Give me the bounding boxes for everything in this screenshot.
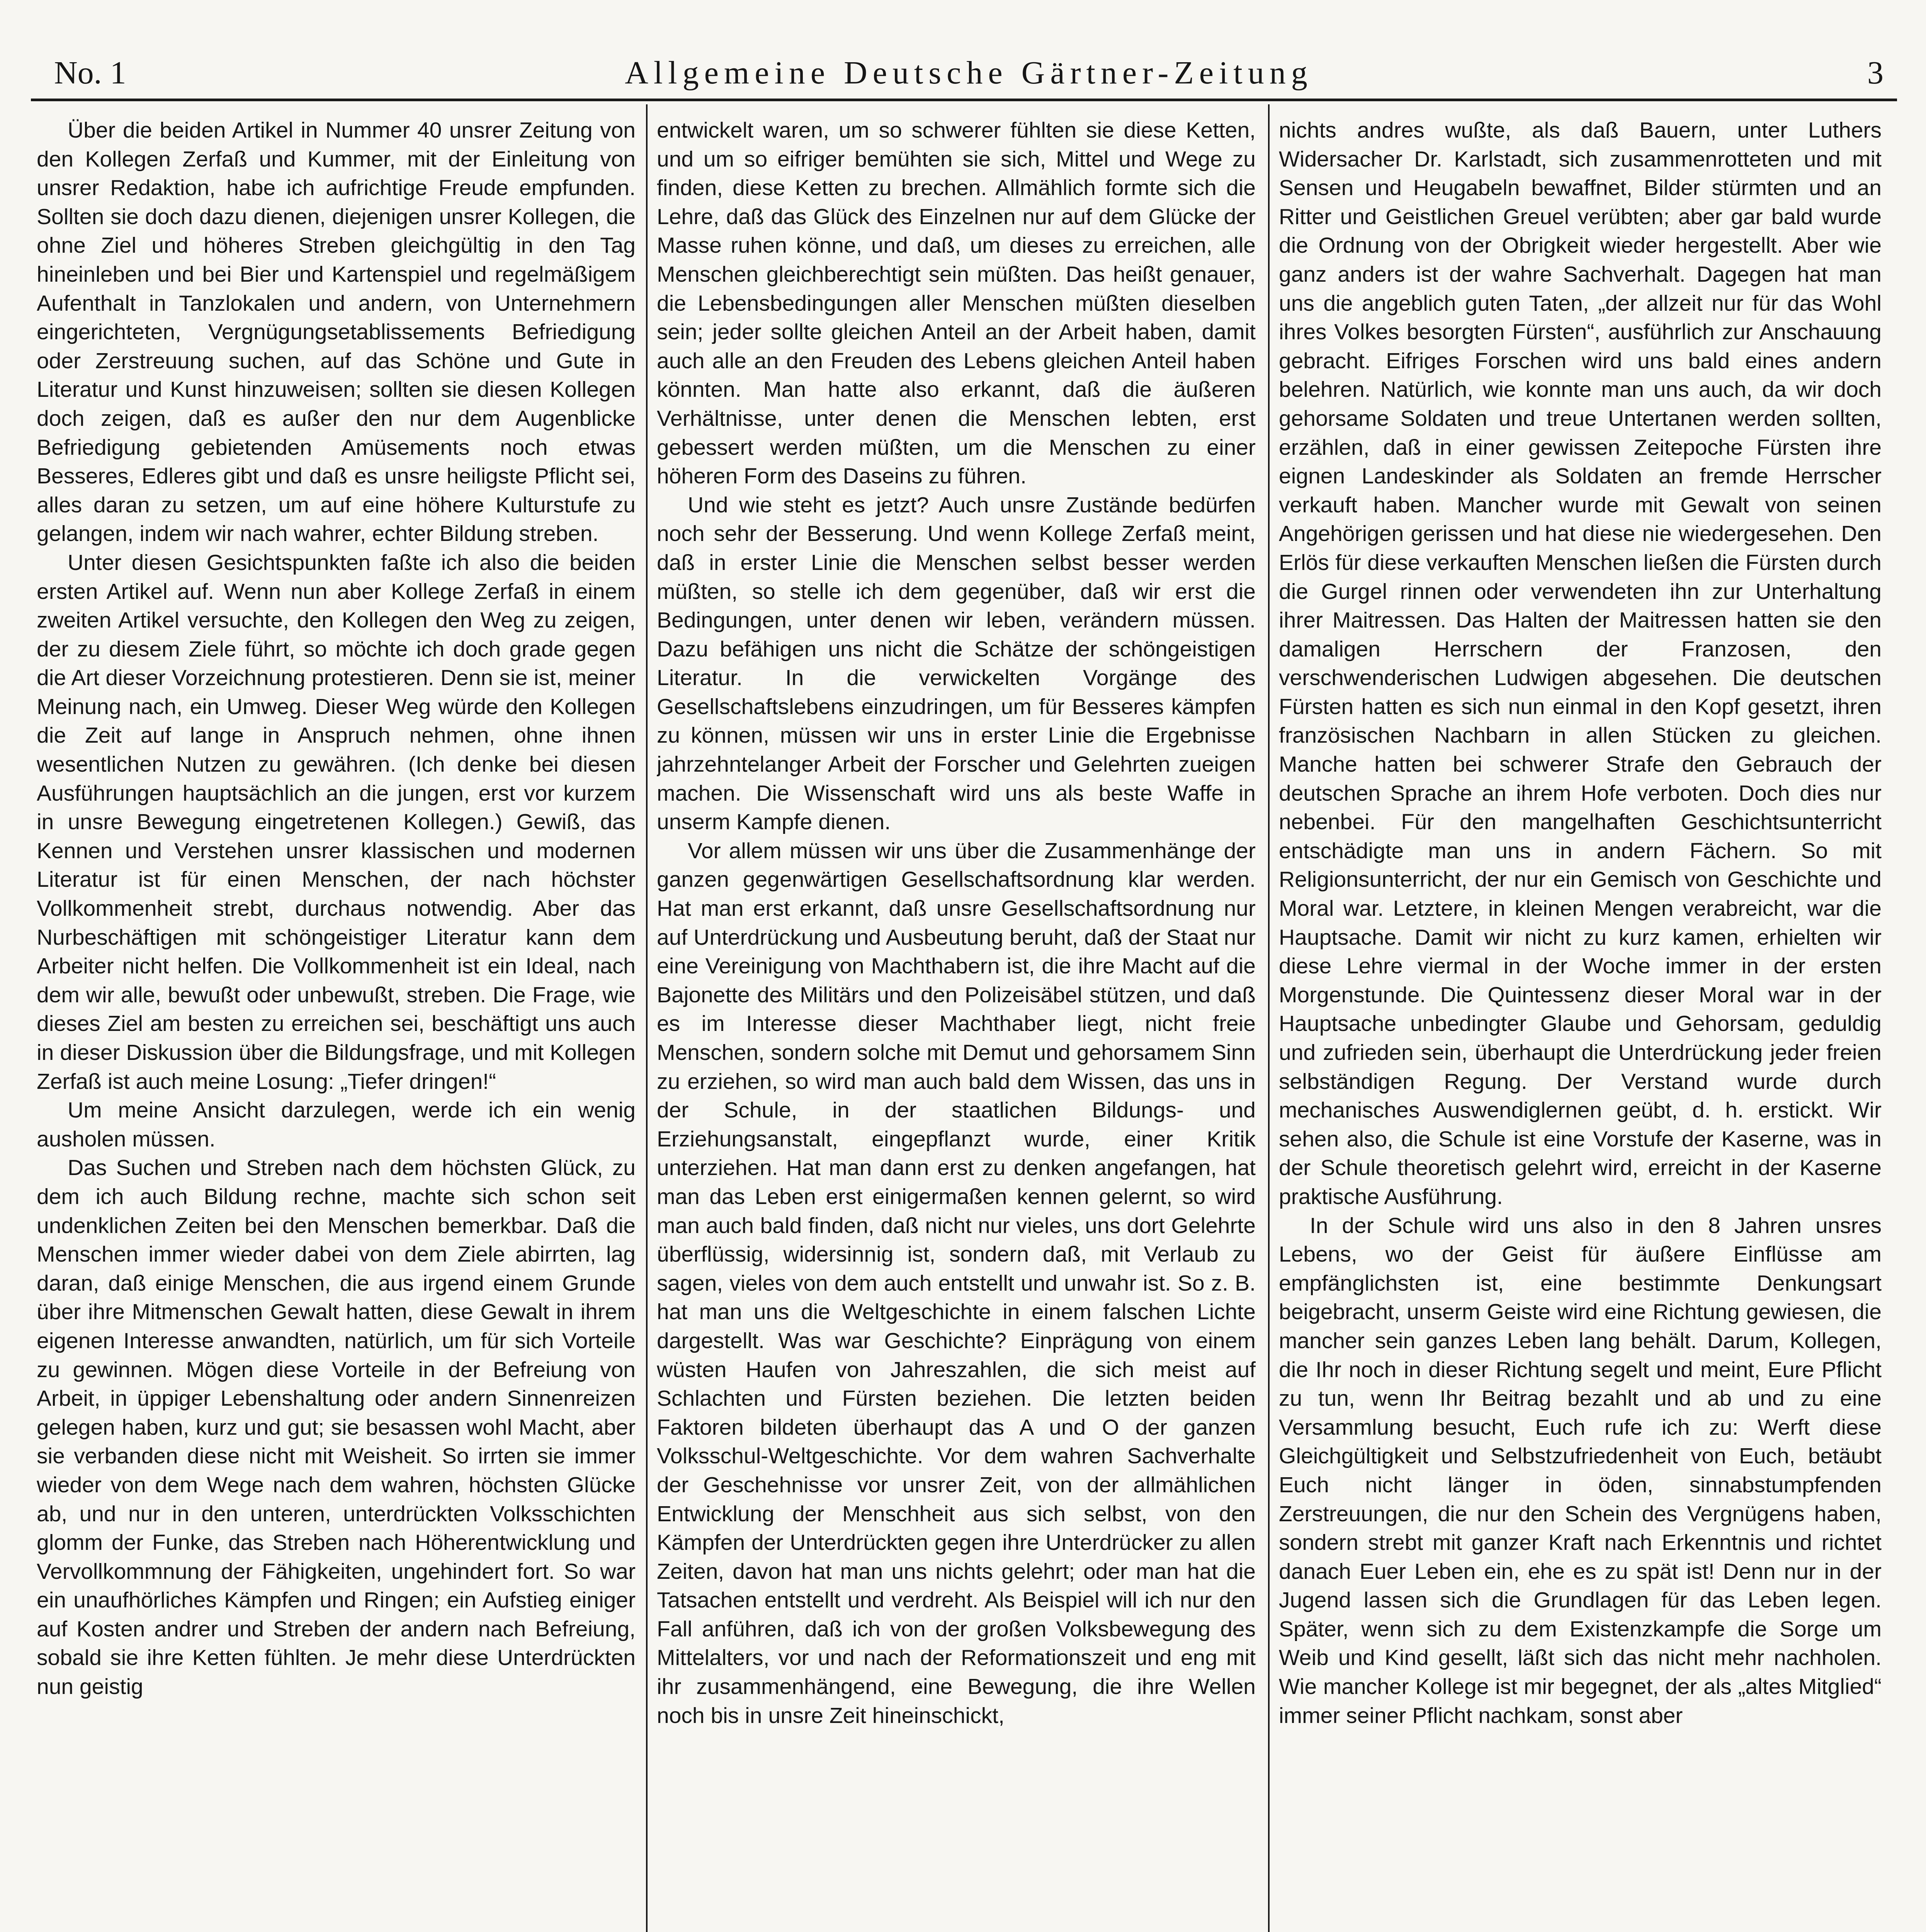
paragraph: In der Schule wird uns also in den 8 Jahren unsres Lebens, wo der Geist für äußere Einflüsse am empfänglichsten ist, eine bestimmte Denkungsart beigebracht, unserm Geiste wird eine Richtung gewiesen, die mancher sein ganzes Leben lang behält. Darum, Kollegen, die Ihr noch in dieser Richtung segelt und meint, Eure Pflicht zu tun, wenn Ihr Beitrag bezahlt und ab und zu eine Versammlung besucht, Euch rufe ich zu: Werft diese Gleichgültigkeit und Selbstzufriedenheit von Euch, betäubt Euch nicht länger in öden, sinnabstumpfenden Zerstreuungen, die nur den Schein des Vergnügens haben, sondern strebt mit ganzer Kraft nach Erkenntnis und richtet danach Euer Leben ein, ehe es zu spät ist! Denn nur in der Jugend lassen sich die Grundlagen für das Leben legen. Später, wenn sich zu dem Existenzkampfe die Sorge um Weib und Kind gesellt, läßt sich das nicht mehr nachholen. Wie mancher Kollege ist mir begegnet, der als „altes Mitglied“ immer seiner Pflicht nachkam, sonst aber bbox=[1279, 1213, 1882, 1728]
article-column-2 bbox=[657, 116, 1256, 1932]
paragraph: nichts andres wußte, als daß Bauern, unter Luthers Widersacher Dr. Karlstadt, sich zusammenrotteten und mit Sensen und Heugabeln bewaffnet, Bilder stürmten und an Ritter und Geistlichen Greuel verübten; aber gar bald wurde die Ordnung von der Obrigkeit wieder hergestellt. Aber wie ganz anders ist der wahre Sachverhalt. Dagegen hat man uns die angeblich guten Taten, „der allzeit nur für das Wohl ihres Volkes besorgten Fürsten“, ausführlich zur Anschauung gebracht. Eifriges Forschen wird uns bald eines andern belehren. Natürlich, wie konnte man uns auch, da wir doch gehorsame Soldaten und treue Untertanen werden sollten, erzählen, daß in einer gewissen Zeitepoche Fürsten ihre eignen Landeskinder als Soldaten an fremde Herrscher verkauft haben. Mancher wurde mit Gewalt von seinen Angehörigen gerissen und hat diese nie wiedergesehen. Den Erlös für diese verkauften Menschen ließen die Fürsten durch die Gurgel rinnen oder verwendeten ihn zur Unterhaltung ihrer Maitressen. Das Halten der Maitressen hatten sie den damaligen Herrschern der Franzosen, den verschwenderischen Ludwigen abgesehen. Die deutschen Fürsten hatten es sich nun einmal in den Kopf gesetzt, ihren französischen Nachbarn in allen Stücken zu gleichen. Manche hatten bei schwerer Strafe den Gebrauch der deutschen Sprache an ihrem Hofe verboten. Doch dies nur nebenbei. Für den mangelhaften Geschichtsunterricht entschädigte man uns in andern Fächern. So mit Religionsunterricht, der nur ein Gemisch von Geschichte und Moral war. Letztere, in kleinen Mengen verabreicht, war die Hauptsache. Damit wir nicht zu kurz kamen, erhielten wir diese Lehre viermal in der Woche immer in der ersten Morgenstunde. Die Quintessenz dieser Moral war in der Hauptsache unbedingter Glaube und Gehorsam, geduldig und zufrieden sein, überhaupt die Unterdrückung jeder freien selbständigen Regung. Der Verstand wurde durch mechanisches Auswendiglernen geübt, d. h. erstickt. Wir sehen also, die Schule ist eine Vorstufe der Kaserne, was in der Schule theoretisch gelehrt wird, erreicht in der Kaserne praktische Ausführung. bbox=[1279, 118, 1882, 1209]
paragraph: Vor allem müssen wir uns über die Zusammenhänge der ganzen gegenwärtigen Gesellschaftsordnung klar werden. Hat man erst erkannt, daß unsre Gesellschaftsordnung nur auf Unterdrückung und Ausbeutung beruht, daß der Staat nur eine Vereinigung von Machthabern ist, die ihre Macht auf die Bajonette des Militärs und den Polizeisäbel stützen, und daß es im Interesse dieser Machthaber liegt, nicht freie Menschen, sondern solche mit Demut und gehorsamem Sinn zu erziehen, so wird man auch bald dem Wissen, das uns in der Schule, in der staatlichen Bildungs- und Erziehungsanstalt, eingepflanzt wurde, einer Kritik unterziehen. Hat man dann erst zu denken angefangen, hat man das Leben erst einigermaßen kennen gelernt, so wird man auch bald finden, daß nicht nur vieles, uns dort Gelehrte überflüssig, widersinnig ist, sondern daß, mit Verlaub zu sagen, vieles von dem auch entstellt und unwahr ist. So z. B. hat man uns die Weltgeschichte in einem falschen Lichte dargestellt. Was war Geschichte? Einprägung von einem wüsten Haufen von Jahreszahlen, die sich meist auf Schlachten und Fürsten beziehen. Die letzten beiden Faktoren bildeten überhaupt das A und O der ganzen Volksschul-Weltgeschichte. Vor dem wahren Sachverhalte der Geschehnisse vor unsrer Zeit, von der allmählichen Entwicklung der Menschheit aus sich selbst, von den Kämpfen der Unterdrückten gegen ihre Unterdrücker zu allen Zeiten, davon hat man uns nichts gelehrt; oder man hat die Tatsachen entstellt und verdreht. Als Beispiel will ich nur den Fall anführen, daß ich von der großen Volksbewegung des Mittelalters, vor und nach der Reformationszeit und eng mit ihr zusammenhängend, eine Bewegung, die ihre Wellen noch bis in unsre Zeit hineinschickt, bbox=[657, 838, 1256, 1728]
article-column-3 bbox=[1279, 116, 1882, 1932]
column-divider bbox=[646, 104, 648, 1932]
page-header bbox=[54, 39, 1884, 104]
paragraph: Um meine Ansicht darzulegen, werde ich ein wenig ausholen müssen. bbox=[37, 1098, 636, 1151]
header-rule bbox=[31, 99, 1897, 101]
paragraph: Und wie steht es jetzt? Auch unsre Zustände bedürfen noch sehr der Besserung. Und wenn Kollege Zerfaß meint, daß in erster Linie die Menschen selbst besser werden müßten, so stelle ich dem gegenüber, daß wir erst die Bedingungen, unter denen wir leben, verändern müssen. Dazu befähigen uns nicht die Schätze der schöngeistigen Literatur. In die verwickelten Vorgänge des Gesellschaftslebens einzudringen, um für Besseres kämpfen zu können, müssen wir uns in erster Linie die Ergebnisse jahrzehntelanger Arbeit der Forscher und Gelehrten zueigen machen. Die Wissenschaft wird uns als beste Waffe in unserm Kampfe dienen. bbox=[657, 492, 1256, 835]
newspaper-title: Allgemeine Deutsche Gärtner-Zeitung bbox=[625, 55, 1313, 91]
issue-number: No. 1 bbox=[54, 55, 126, 91]
page-number: 3 bbox=[1867, 55, 1884, 91]
article-column-1 bbox=[37, 116, 636, 1932]
paragraph: Unter diesen Gesichtspunkten faßte ich also die beiden ersten Artikel auf. Wenn nun aber Kollege Zerfaß in einem zweiten Artikel versuchte, den Kollegen den Weg zu zeigen, der zu diesem Ziele führt, so möchte ich doch grade gegen die Art dieser Vorzeichnung protestieren. Denn sie ist, meiner Meinung nach, ein Umweg. Dieser Weg würde den Kollegen die Zeit auf lange in Anspruch nehmen, ohne ihnen wesentlichen Nutzen zu gewähren. (Ich denke bei diesen Ausführungen hauptsächlich an die jungen, erst vor kurzem in unsre Bewegung eingetretenen Kollegen.) Gewiß, das Kennen und Verstehen unsrer klassischen und modernen Literatur ist für einen Menschen, der nach höchster Vollkommenheit strebt, durchaus notwendig. Aber das Nurbeschäftigen mit schöngeistiger Literatur kann dem Arbeiter nicht helfen. Die Vollkommenheit ist ein Ideal, nach dem wir alle, bewußt oder unbewußt, streben. Die Frage, wie dieses Ziel am besten zu erreichen sei, beschäftigt uns auch in dieser Diskussion über die Bildungsfrage, und mit Kollegen Zerfaß ist auch meine Losung: „Tiefer dringen!“ bbox=[37, 550, 636, 1094]
paragraph: Über die beiden Artikel in Nummer 40 unsrer Zeitung von den Kollegen Zerfaß und Kummer, mit der Einleitung von unsrer Redaktion, habe ich aufrichtige Freude empfunden. Sollten sie doch dazu dienen, diejenigen unsrer Kollegen, die ohne Ziel und höheres Streben gleichgültig in den Tag hineinleben und bei Bier und Kartenspiel und regelmäßigem Aufenthalt in Tanzlokalen und andern, von Unternehmern eingerichteten, Vergnügungsetablissements Befriedigung oder Zerstreuung suchen, auf das Schöne und Gute in Literatur und Kunst hinzuweisen; sollten sie diesen Kollegen doch zeigen, daß es außer den nur dem Augenblicke Befriedigung gebietenden Amüsements noch etwas Besseres, Edleres gibt und daß es unsre heiligste Pflicht sei, alles daran zu setzen, um auf eine höhere Kulturstufe zu gelangen, indem wir nach wahrer, echter Bildung streben. bbox=[37, 118, 636, 546]
column-divider bbox=[1268, 104, 1270, 1932]
paragraph: Das Suchen und Streben nach dem höchsten Glück, zu dem ich auch Bildung rechne, machte sich schon seit undenklichen Zeiten bei den Menschen bemerkbar. Daß die Menschen immer wieder dabei von dem Ziele abirrten, lag daran, daß einige Menschen, die aus irgend einem Grunde über ihre Mitmenschen Gewalt hatten, diese Gewalt in ihrem eigenen Interesse anwandten, natürlich, um für sich Vorteile zu gewinnen. Mögen diese Vorteile in der Befreiung von Arbeit, in üppiger Lebenshaltung oder andern Sinnenreizen gelegen haben, kurz und gut; sie besassen wohl Macht, aber sie verbanden diese nicht mit Weisheit. So irrten sie immer wieder von dem Wege nach dem wahren, höchsten Glücke ab, und nur in den unteren, unterdrückten Volksschichten glomm der Funke, das Streben nach Höherentwicklung und Vervollkommnung der Fähigkeiten, ungehindert fort. So war ein unaufhörliches Kämpfen und Ringen; ein Aufstieg einiger auf Kosten andrer und Streben der andern nach Befreiung, sobald sie ihre Ketten fühlten. Je mehr diese Unterdrückten nun geistig bbox=[37, 1155, 636, 1699]
paragraph: entwickelt waren, um so schwerer fühlten sie diese Ketten, und um so eifriger bemühten sie sich, Mittel und Wege zu finden, diese Ketten zu brechen. Allmählich formte sich die Lehre, daß das Glück des Einzelnen nur auf dem Glücke der Masse ruhen könne, und daß, um dieses zu erreichen, alle Menschen gleichberechtigt sein müßten. Das heißt genauer, die Lebensbedingungen aller Menschen müßten dieselben sein; jeder sollte gleichen Anteil an der Arbeit haben, damit auch alle an den Freuden des Lebens gleichen Anteil haben könnten. Man hatte also erkannt, daß die äußeren Verhältnisse, unter denen die Menschen lebten, erst gebessert werden müßten, um die Menschen zu einer höheren Form des Daseins zu führen. bbox=[657, 118, 1256, 489]
